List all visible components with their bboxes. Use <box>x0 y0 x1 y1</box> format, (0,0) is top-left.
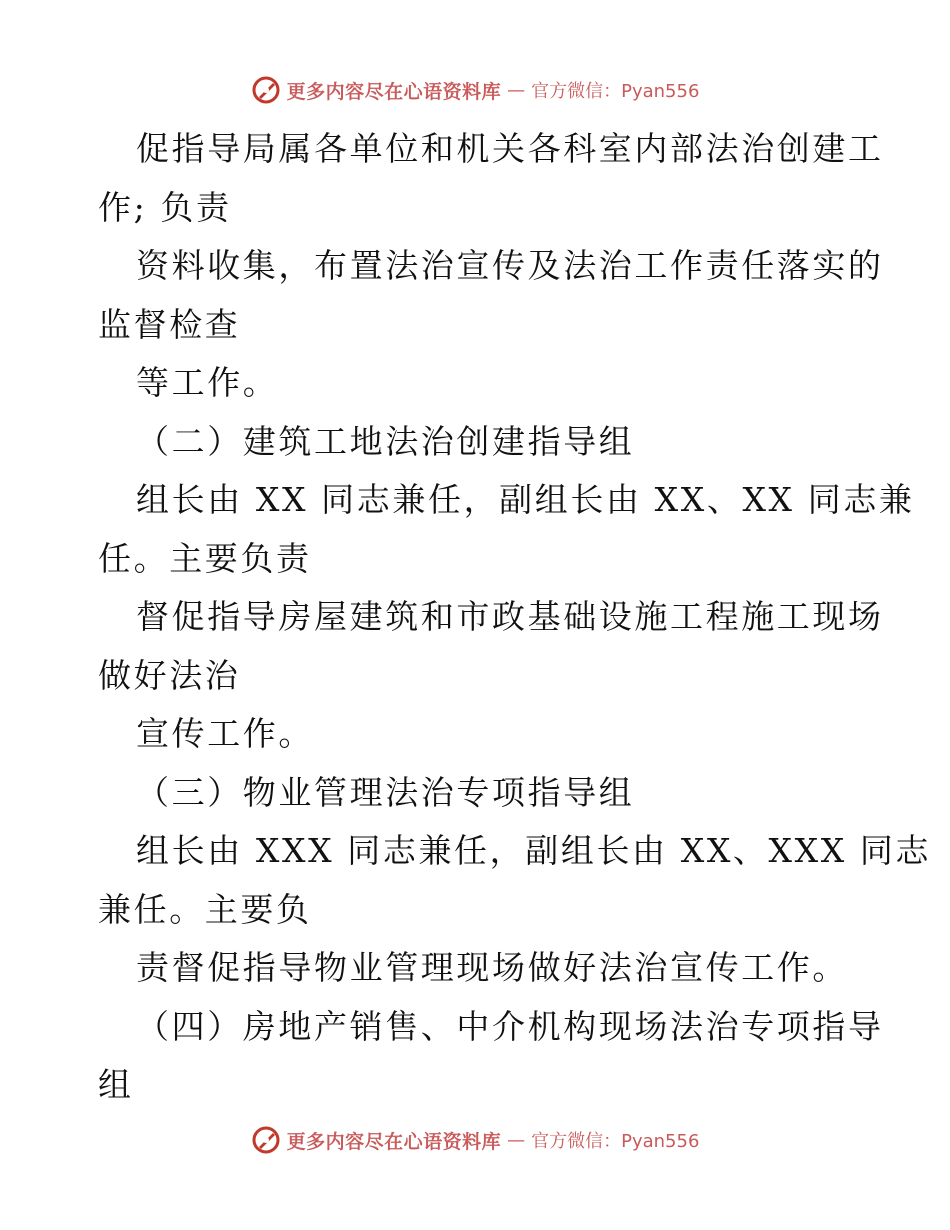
watermark-sub-text: 官方微信：Pyan556 <box>531 1131 700 1152</box>
quill-logo-icon <box>251 75 281 105</box>
text-line: （三）物业管理法治专项指导组 <box>136 772 635 812</box>
watermark-main-text: 更多内容尽在心语资料库 <box>286 80 502 103</box>
footer-watermark <box>0 1120 950 1160</box>
quill-logo-icon <box>251 1125 281 1155</box>
text-line: 任。主要负责 <box>98 538 312 578</box>
text-line: 做好法治 <box>98 655 241 695</box>
watermark-sub-text: 官方微信：Pyan556 <box>531 81 700 102</box>
text-line: 责督促指导物业管理现场做好法治宣传工作。 <box>136 948 848 987</box>
header-watermark <box>0 70 950 110</box>
text-line: 资料收集，布置法治宣传及法治工作责任落实的 <box>136 246 884 285</box>
text-line: 兼任。主要负 <box>98 889 312 929</box>
watermark-dash: — <box>507 1129 526 1151</box>
watermark-main-text: 更多内容尽在心语资料库 <box>286 1130 502 1153</box>
text-line: （四）房地产销售、中介机构现场法治专项指导 <box>136 1006 884 1046</box>
watermark-dash: — <box>507 79 526 101</box>
text-line: 组长由 XXX 同志兼任，副组长由 XX、XXX 同志 <box>136 831 932 870</box>
text-line: 等工作。 <box>136 363 279 402</box>
text-line: 促指导局属各单位和机关各科室内部法治创建工 <box>136 129 884 168</box>
text-line: 作; 负责 <box>98 187 232 227</box>
text-line: 组 <box>98 1065 134 1104</box>
document-body <box>98 120 932 1115</box>
text-line: 宣传工作。 <box>136 714 314 753</box>
text-line: 组长由 XX 同志兼任，副组长由 XX、XX 同志兼 <box>136 480 915 519</box>
text-line: （二）建筑工地法治创建指导组 <box>136 421 635 461</box>
text-line: 监督检查 <box>98 304 241 344</box>
text-line: 督促指导房屋建筑和市政基础设施工程施工现场 <box>136 597 884 636</box>
